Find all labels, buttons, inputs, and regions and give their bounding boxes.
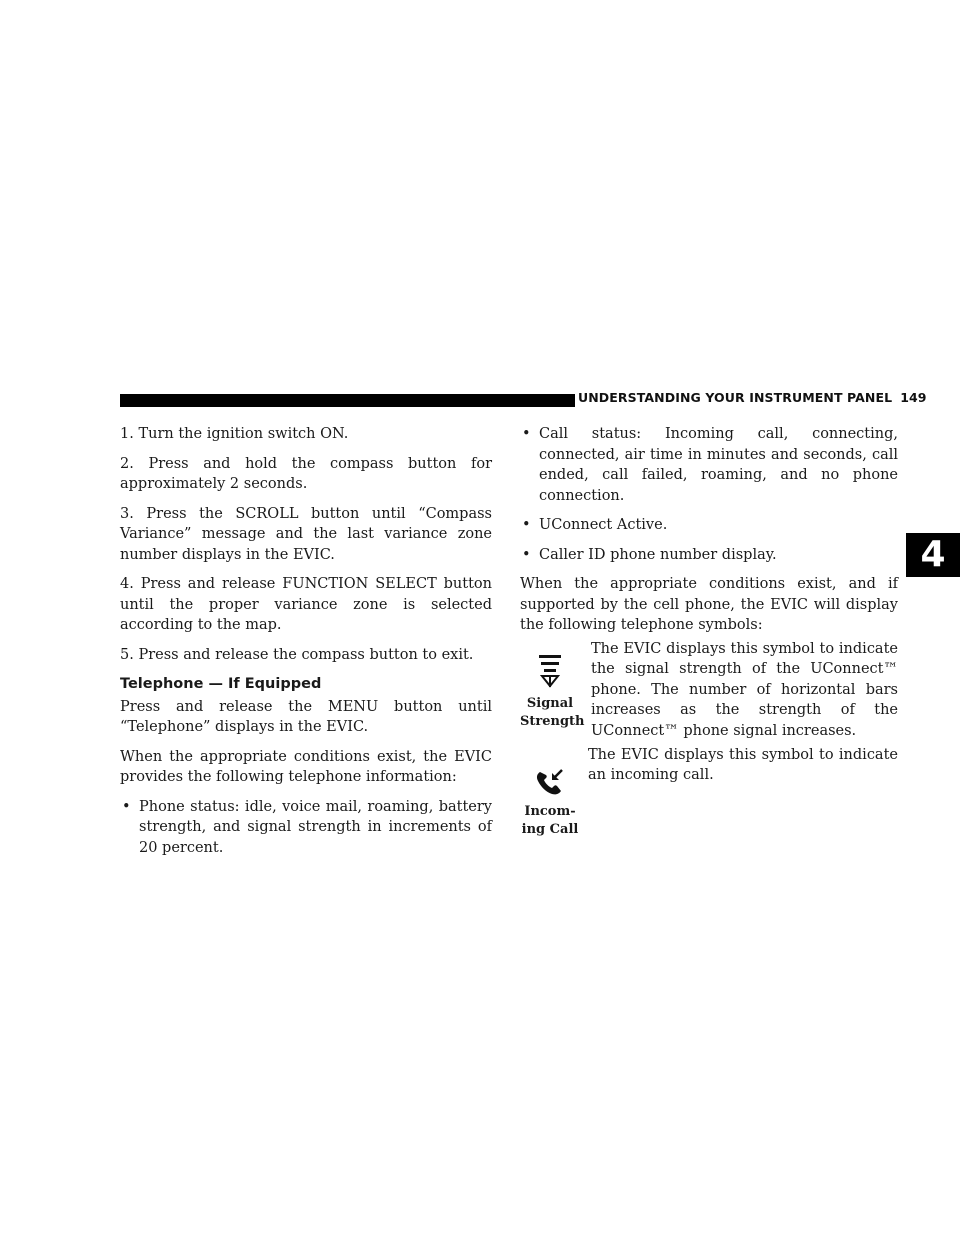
signal-strength-icon [538,653,562,689]
incoming-call-icon [534,767,566,797]
symbol-label: Strength [520,713,585,729]
running-header [578,390,927,405]
list-item-text: Phone status: idle, voice mail, roaming, battery strength, and signal strength in increments of 20 percent. [139,798,492,856]
list-item [520,424,898,506]
section-heading: Telephone — If Equipped [120,676,322,692]
symbol-label: Incom- [524,803,576,819]
symbol-label: ing Call [521,821,579,837]
step-5: 5. Press and release the compass button to exit. [120,646,474,663]
bullet-glyph: • [522,517,531,533]
paragraph: Press and release the MENU button until “Telephone” displays in the EVIC. [120,698,492,735]
bullet-glyph: • [522,426,531,442]
symbol-entry-incoming-call [520,745,898,835]
symbol-label: Signal [526,695,574,711]
list-item [120,797,492,859]
step-4: 4. Press and release FUNCTION SELECT button until the proper variance zone is selected according to the map. [120,576,492,633]
symbols-intro: When the appropriate conditions exist, and if supported by the cell phone, the EVIC will display the following telephone symbols: [520,576,898,633]
bullet-glyph: • [522,546,531,563]
right-column [520,424,898,835]
symbol-description: The EVIC displays this symbol to indicate an incoming call. [588,746,898,783]
list-item-text: UConnect Active. [539,517,668,533]
bullet-list [520,424,898,565]
symbol-entry-signal [520,639,898,749]
step-1: 1. Turn the ignition switch ON. [120,426,349,442]
header-rule [120,394,575,407]
symbol-icon-block [520,767,580,839]
step-2: 2. Press and hold the compass button for approximately 2 seconds. [120,455,492,492]
page-number: 149 [900,390,927,405]
chapter-tab: 4 [906,533,960,577]
bullet-glyph: • [122,798,131,815]
list-item [520,515,898,536]
bullet-list [120,797,492,859]
compass-steps [120,424,492,665]
paragraph: When the appropriate conditions exist, the EVIC provides the following telephone information: [120,748,492,785]
list-item-text: Call status: Incoming call, connecting, connected, air time in minutes and seconds, call ended, call failed, roaming, and no phone connection. [539,426,898,504]
symbol-icon-block [520,653,585,731]
left-column [120,424,492,867]
symbol-description: The EVIC displays this symbol to indicate the signal strength of the UConnect™ phone. The number of horizontal bars increases as the strength of the UConnect™ phone signal increases. [591,640,898,739]
step-3: 3. Press the SCROLL button until “Compass Variance” message and the last variance zone number displays in the EVIC. [120,505,492,563]
list-item [520,545,898,566]
section-title: UNDERSTANDING YOUR INSTRUMENT PANEL [578,390,893,405]
list-item-text: Caller ID phone number display. [539,546,777,563]
